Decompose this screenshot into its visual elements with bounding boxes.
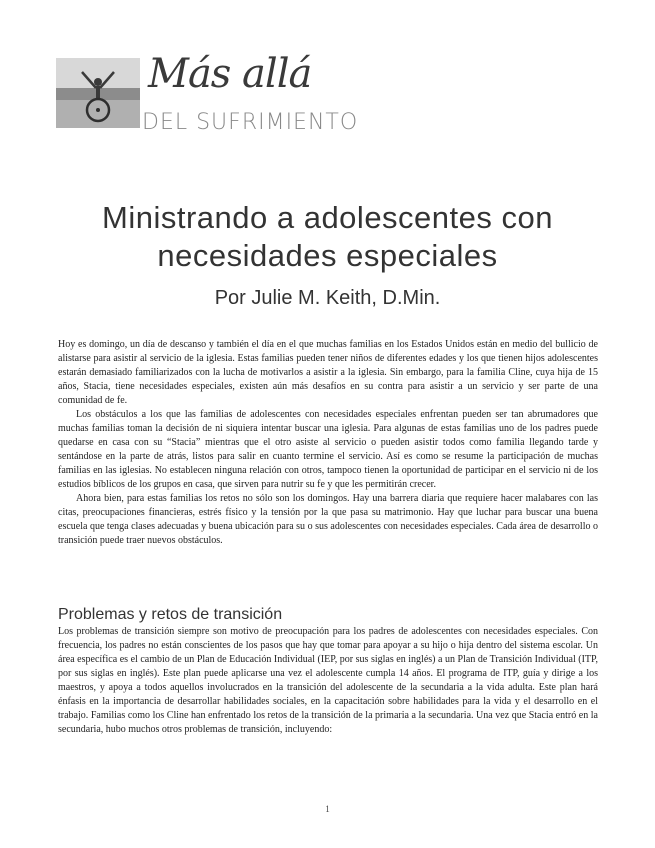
- article-title-line-2: necesidades especiales: [157, 238, 498, 273]
- logo-photo: [56, 58, 140, 128]
- wheelchair-figure-icon: [56, 58, 140, 128]
- paragraph-2: Los obstáculos a los que las familias de adolescentes con necesidades especiales enfrentan pueden ser tan abrumadores que muchas familias toman la decisión de ni siquiera intentar buscar una iglesia. Para algunas de estas familias uno de los padres puede quedarse en casa con su “Stacia” mientras que el otro asiste al servicio o pueden asistir todos como familia llegando tarde y sentándose en la parte de atrás, listos para salir en cuanto termine el servicio. Así es como se resume la participación de muchas familias en las iglesias. No establecen ninguna relación con otros, tampoco tienen la oportunidad de participar en el servicio ni de los estudios bíblicos de los grupos en casa, que sirven para nutrir su fe y que les permitirán crecer.: [58, 409, 598, 490]
- section-heading: Problemas y retos de transición: [58, 606, 283, 623]
- paragraph-1: Hoy es domingo, un día de descanso y también el día en el que muchas familias en los Estados Unidos están en medio del bullicio de alistarse para asistir al servicio de la iglesia. Estas familias pueden tener niños de diferentes edades y los que tienen hijos adolescentes estarán demasiado familiarizados con la lucha de motivarlos a asistir a la iglesia. Sin embargo, para la familia Cline, cuya hija de 15 años, Stacia, tiene necesidades especiales, existen aún más desafíos en su contra para asistir a un servicio y ser parte de una comunidad de fe.: [58, 339, 598, 406]
- article-body: [58, 338, 598, 548]
- section-paragraph: Los problemas de transición siempre son motivo de preocupación para los padres de adolescentes con necesidades especiales. Con frecuencia, los padres no están conscientes de los pasos que hay que tomar para apoyar a su hijo o hija dentro del sistema escolar. Un área específica es el cambio de un Plan de Educación Individual (IEP, por sus siglas en inglés) a un Plan de Transición Individual (ITP, por sus siglas en inglés). Este plan puede aplicarse una vez el adolescente cumpla 14 años. El programa de ITP, guía y dirige a los maestros, y apoya a todos aquellos involucrados en la transición del adolescente de la secundaria a la vida adulta. Este plan hará énfasis en la importancia de desarrollar habilidades sociales, en la capacitación sobre habilidades para la vida y el desarrollo en el trabajo. Familias como los Cline han enfrentado los retos de la transición de la primaria a la secundaria. Una vez que Stacia entró en la secundaria, hubo muchos otros problemas de transición, incluyendo:: [58, 626, 598, 735]
- logo-title: Más allá: [148, 51, 312, 97]
- article-byline: Por Julie M. Keith, D.Min.: [214, 287, 441, 309]
- logo-subtitle: DEL SUFRIMIENTO: [142, 110, 359, 135]
- section-transition: [58, 605, 598, 737]
- page-number: 1: [325, 804, 330, 814]
- paragraph-3: Ahora bien, para estas familias los retos no sólo son los domingos. Hay una barrera diaria que requiere hacer malabares con las citas, preocupaciones financieras, estrés físico y la tensión por la que pasa su matrimonio. Hay que luchar para buscar una buena escuela que tenga clases adecuadas y buena ubicación para su o sus adolescentes con necesidades especiales. Cada área de desarrollo o transición puede traer nuevos obstáculos.: [58, 493, 598, 546]
- article-title-line-1: Ministrando a adolescentes con: [102, 200, 553, 235]
